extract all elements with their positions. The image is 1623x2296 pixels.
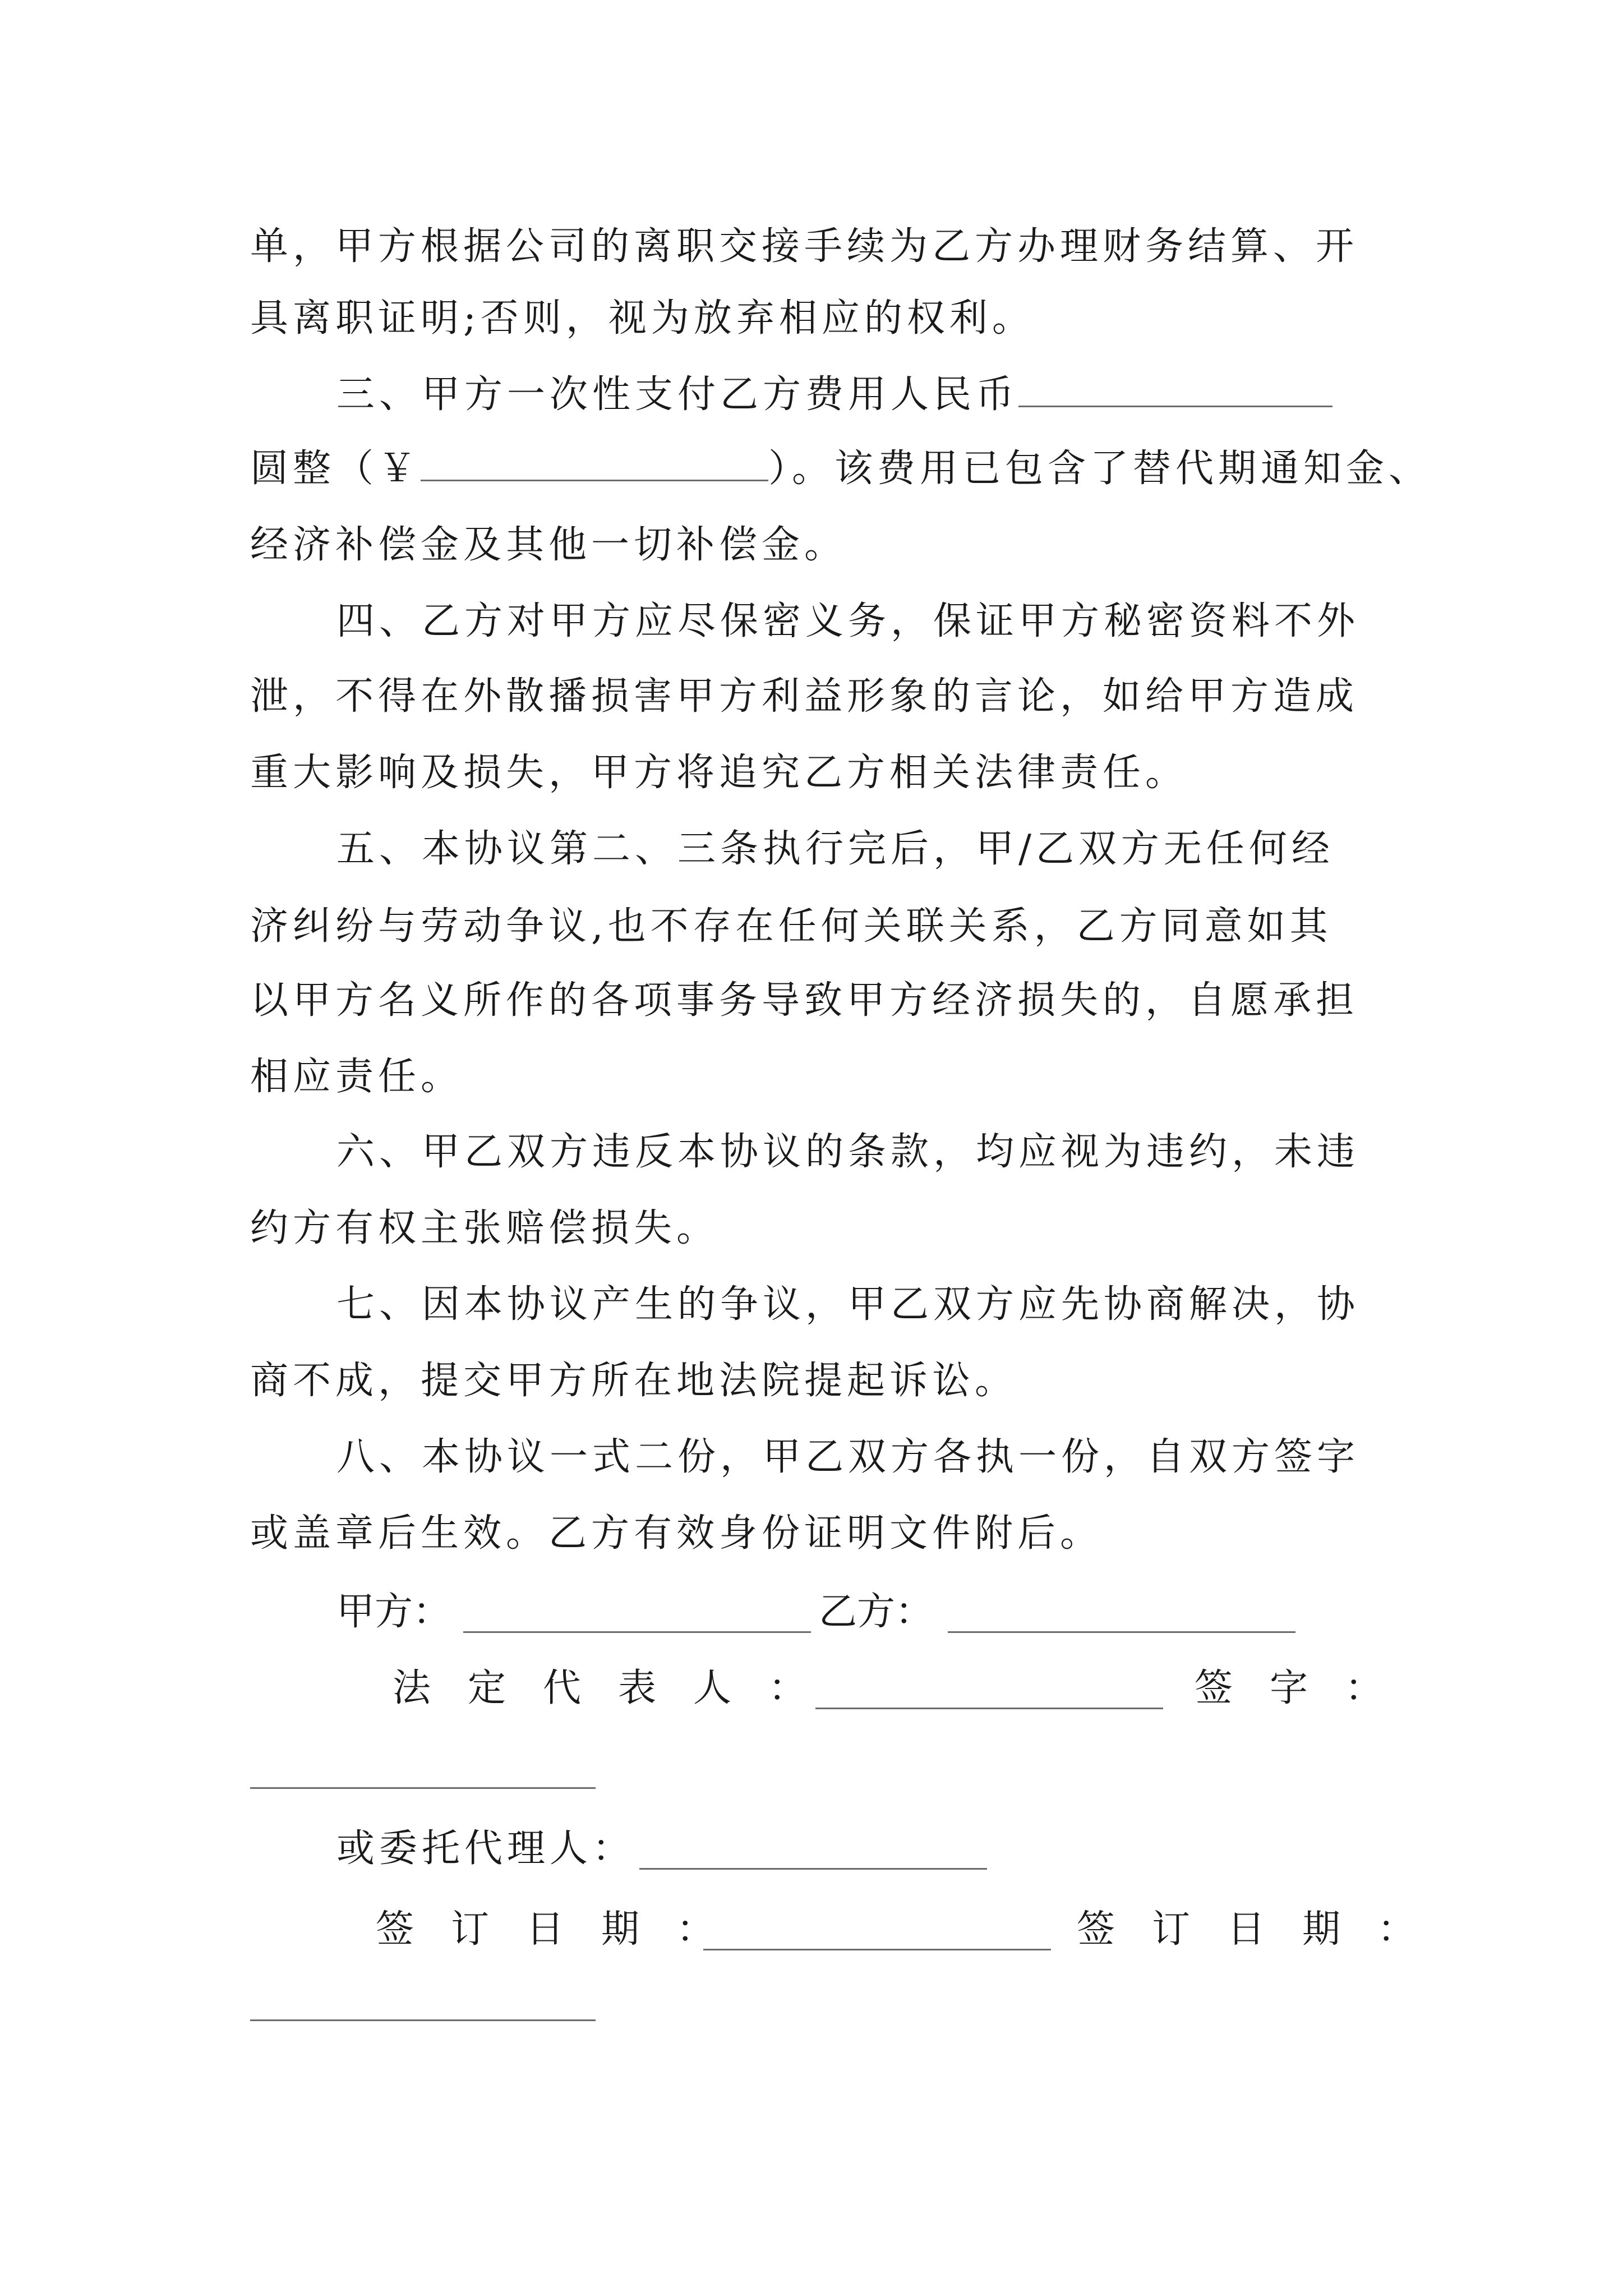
party-a-blank[interactable] [463, 1631, 811, 1633]
body-line-2: 具离职证明;否则，视为放弃相应的权利。 [250, 296, 1035, 341]
legal-rep-label: 法定代表人： [393, 1666, 844, 1710]
clause-6-line-1: 六、甲乙双方违反本协议的条款，均应视为违约，未违 [336, 1130, 1360, 1174]
date-b-blank[interactable] [250, 2019, 596, 2021]
date-b-label: 签订日期： [1077, 1907, 1453, 1952]
clause-8-line-1: 八、本协议一式二份，甲乙双方各执一份，自双方签字 [336, 1435, 1360, 1479]
party-b-blank[interactable] [948, 1631, 1295, 1633]
body-line-1: 单，甲方根据公司的离职交接手续为乙方办理财务结算、开 [250, 224, 1359, 269]
clause-5-line-1: 五、本协议第二、三条执行完后，甲/乙双方无任何经 [336, 827, 1334, 871]
amount-figure-blank[interactable] [421, 446, 768, 481]
legal-rep-blank[interactable] [815, 1708, 1163, 1709]
clause-5-line-2: 济纠纷与劳动争议,也不存在任何关联关系，乙方同意如其 [250, 904, 1332, 949]
clause-8-line-2: 或盖章后生效。乙方有效身份证明文件附后。 [250, 1511, 1103, 1556]
agent-label: 或委托代理人： [336, 1826, 635, 1871]
clause-3-line-3: 经济补偿金及其他一切补偿金。 [250, 523, 847, 567]
clause-4-line-3: 重大影响及损失，甲方将追究乙方相关法律责任。 [250, 751, 1188, 795]
date-a-label: 签订日期： [376, 1907, 752, 1952]
amount-suffix: ）。该费用已包含了替代期通知金、 [768, 447, 1432, 491]
clause-3-text: 三、甲方一次性支付乙方费用人民币 [336, 372, 1019, 417]
sign-label: 签字： [1195, 1666, 1421, 1710]
clause-3-line-1 [336, 368, 1486, 422]
clause-7-line-1: 七、因本协议产生的争议，甲乙双方应先协商解决，协 [336, 1282, 1360, 1327]
clause-3-line-2 [250, 442, 1432, 496]
clause-4-line-1: 四、乙方对甲方应尽保密义务，保证甲方秘密资料不外 [336, 599, 1360, 643]
clause-6-line-2: 约方有权主张赔偿损失。 [250, 1206, 720, 1250]
sign-blank[interactable] [250, 1787, 596, 1789]
party-b-label: 乙方： [819, 1590, 934, 1634]
clause-7-line-2: 商不成，提交甲方所在地法院提起诉讼。 [250, 1359, 1018, 1403]
clause-5-line-4: 相应责任。 [250, 1055, 464, 1099]
amount-prefix: 圆整（￥ [250, 447, 421, 491]
date-a-blank[interactable] [703, 1949, 1051, 1950]
party-a-label: 甲方： [336, 1590, 451, 1634]
agent-blank[interactable] [639, 1868, 987, 1870]
clause-4-line-2: 泄，不得在外散播损害甲方利益形象的言论，如给甲方造成 [250, 674, 1359, 719]
amount-words-blank[interactable] [1018, 372, 1332, 407]
clause-5-line-3: 以甲方名义所作的各项事务导致甲方经济损失的，自愿承担 [250, 978, 1359, 1023]
